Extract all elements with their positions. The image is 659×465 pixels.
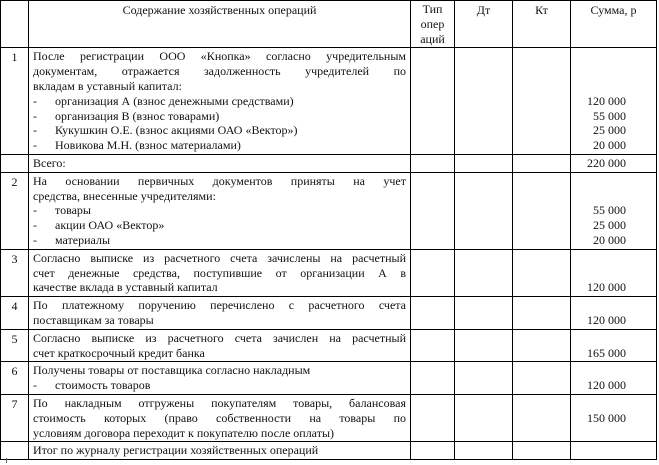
table-row (1, 362, 657, 395)
bullet-text: организация А (взнос денежными средствами) (55, 93, 294, 108)
table-row (1, 329, 657, 362)
bullet-dash: - (33, 138, 37, 153)
amount-value (575, 331, 626, 346)
description-line: Согласно выписке из расчетного счета зачислены на расчетный (33, 250, 406, 265)
operation-description (29, 442, 411, 460)
bullet-item (33, 378, 406, 393)
debit-cell (455, 154, 513, 172)
amount-value: 120 000 (587, 93, 626, 108)
table-row (1, 154, 657, 172)
amount-value (575, 251, 626, 266)
operation-type-cell (411, 297, 455, 330)
amount-value (575, 443, 626, 458)
description-line: По накладным отгружены покупателям товары, балансовая (33, 395, 406, 410)
table-row (1, 297, 657, 330)
operation-description (29, 297, 411, 330)
header-debit: Дт (455, 1, 513, 48)
description-line: счет денежные средства, поступившие от организации А в (33, 265, 406, 280)
bullet-item (33, 203, 406, 218)
debit-cell (455, 329, 513, 362)
operation-description (29, 249, 411, 296)
row-number (1, 154, 29, 172)
debit-cell (455, 249, 513, 296)
bullet-text: акции ОАО «Вектор» (55, 218, 165, 233)
description-line: счет краткосрочный кредит банка (33, 345, 205, 360)
amount-value: 165 000 (587, 345, 626, 360)
operation-type-cell (411, 329, 455, 362)
operation-type-cell (411, 394, 455, 441)
bullet-item (33, 94, 406, 109)
credit-cell (513, 394, 571, 441)
row-number: 2 (1, 172, 29, 249)
amount-cell (571, 329, 657, 362)
bullet-item (33, 123, 406, 138)
amount-value: 20 000 (593, 232, 626, 247)
row-number: 4 (1, 297, 29, 330)
amount-value (575, 174, 626, 189)
table-row (1, 442, 657, 460)
description-line: вкладам в уставный капитал: (33, 78, 182, 93)
bullet-dash: - (33, 232, 37, 247)
operation-description (29, 154, 411, 172)
bullet-dash: - (33, 203, 37, 218)
header-type-line: опер (420, 16, 445, 31)
bullet-text: Новикова М.Н. (взнос материалами) (55, 138, 241, 153)
header-type-line: аций (420, 31, 445, 46)
description-line: документам, отражается задолженность учредителей по (33, 64, 406, 79)
amount-value (575, 298, 626, 313)
bullet-text: материалы (55, 232, 111, 247)
amount-value (575, 64, 626, 79)
row-number (1, 442, 29, 460)
amount-value (575, 396, 626, 411)
operation-type-cell (411, 442, 455, 460)
debit-cell (455, 442, 513, 460)
credit-cell (513, 249, 571, 296)
bullet-item (33, 233, 406, 248)
bullet-dash: - (33, 123, 37, 138)
amount-value (575, 363, 626, 378)
operation-description (29, 394, 411, 441)
row-number: 3 (1, 249, 29, 296)
amount-value: 25 000 (593, 123, 626, 138)
credit-cell (513, 172, 571, 249)
description-line: Итог по журналу регистрации хозяйственных операций (33, 443, 319, 458)
header-type-line: Тип (422, 2, 443, 16)
operation-description (29, 172, 411, 249)
operation-description (29, 329, 411, 362)
header-credit: Кт (513, 1, 571, 48)
bullet-dash: - (33, 378, 37, 393)
operation-type-cell (411, 48, 455, 155)
description-line: По платежному поручению перечислено с расчетного счета (33, 298, 406, 313)
operation-type-cell (411, 362, 455, 395)
bullet-item (33, 109, 406, 124)
amount-value: 220 000 (587, 155, 626, 170)
debit-cell (455, 362, 513, 395)
header-row (1, 1, 657, 48)
row-number: 7 (1, 394, 29, 441)
table-row (1, 172, 657, 249)
credit-cell (513, 154, 571, 172)
amount-cell (571, 297, 657, 330)
operation-description (29, 362, 411, 395)
operation-type-cell (411, 249, 455, 296)
amount-value: 150 000 (587, 410, 626, 425)
table-row (1, 394, 657, 441)
operation-description (29, 48, 411, 155)
debit-cell (455, 394, 513, 441)
row-number: 1 (1, 48, 29, 155)
credit-cell (513, 48, 571, 155)
table-row (1, 48, 657, 155)
amount-value (575, 189, 626, 204)
amount-value (575, 426, 626, 441)
header-num (1, 1, 29, 48)
amount-value: 25 000 (593, 218, 626, 233)
bullet-text: товары (55, 203, 91, 218)
amount-cell (571, 154, 657, 172)
bullet-dash: - (33, 93, 37, 108)
amount-value: 120 000 (587, 378, 626, 393)
row-number: 6 (1, 362, 29, 395)
bullet-item (33, 218, 406, 233)
amount-cell (571, 249, 657, 296)
amount-cell (571, 442, 657, 460)
bullet-text: организация В (взнос товарами) (55, 108, 220, 123)
bullet-text: стоимость товаров (55, 378, 151, 393)
header-type (411, 1, 455, 48)
description-line: Согласно выписке из расчетного счета зачислен на расчетный (33, 330, 406, 345)
bullet-item (33, 138, 406, 153)
amount-value: 20 000 (593, 138, 626, 153)
journal-body (1, 48, 657, 460)
description-line: условиям договора переходит к покупателю после оплаты) (33, 425, 335, 440)
description-line: После регистрации ООО «Кнопка» согласно учредительным (33, 49, 406, 64)
credit-cell (513, 442, 571, 460)
bullet-text: Кукушкин О.Е. (взнос акциями ОАО «Вектор») (55, 123, 298, 138)
description-line: средства, внесенные учредителями: (33, 188, 216, 203)
debit-cell (455, 48, 513, 155)
debit-cell (455, 172, 513, 249)
amount-value: 120 000 (587, 280, 626, 295)
debit-cell (455, 297, 513, 330)
description-line: поставщикам за товары (33, 312, 154, 327)
credit-cell (513, 362, 571, 395)
bullet-dash: - (33, 108, 37, 123)
table-row (1, 249, 657, 296)
header-content: Содержание хозяйственных операций (29, 1, 411, 48)
page-mark (6, 458, 7, 463)
amount-value (575, 49, 626, 64)
credit-cell (513, 297, 571, 330)
description-line: Всего: (33, 155, 66, 170)
amount-value: 55 000 (593, 108, 626, 123)
credit-cell (513, 329, 571, 362)
amount-cell (571, 394, 657, 441)
operation-type-cell (411, 172, 455, 249)
description-line: На основании первичных документов приняты на учет (33, 173, 406, 188)
amount-value (575, 266, 626, 281)
description-line: Получены товары от поставщика согласно накладным (33, 363, 311, 378)
amount-cell (571, 48, 657, 155)
amount-value: 55 000 (593, 203, 626, 218)
description-line: стоимость которых (право собственности на товары по (33, 410, 406, 425)
amount-cell (571, 172, 657, 249)
operation-type-cell (411, 154, 455, 172)
amount-cell (571, 362, 657, 395)
description-line: качестве вклада в уставный капитал (33, 280, 218, 295)
amount-value: 120 000 (587, 312, 626, 327)
row-number: 5 (1, 329, 29, 362)
header-sum: Сумма, р (571, 1, 657, 48)
bullet-dash: - (33, 218, 37, 233)
amount-value (575, 79, 626, 94)
